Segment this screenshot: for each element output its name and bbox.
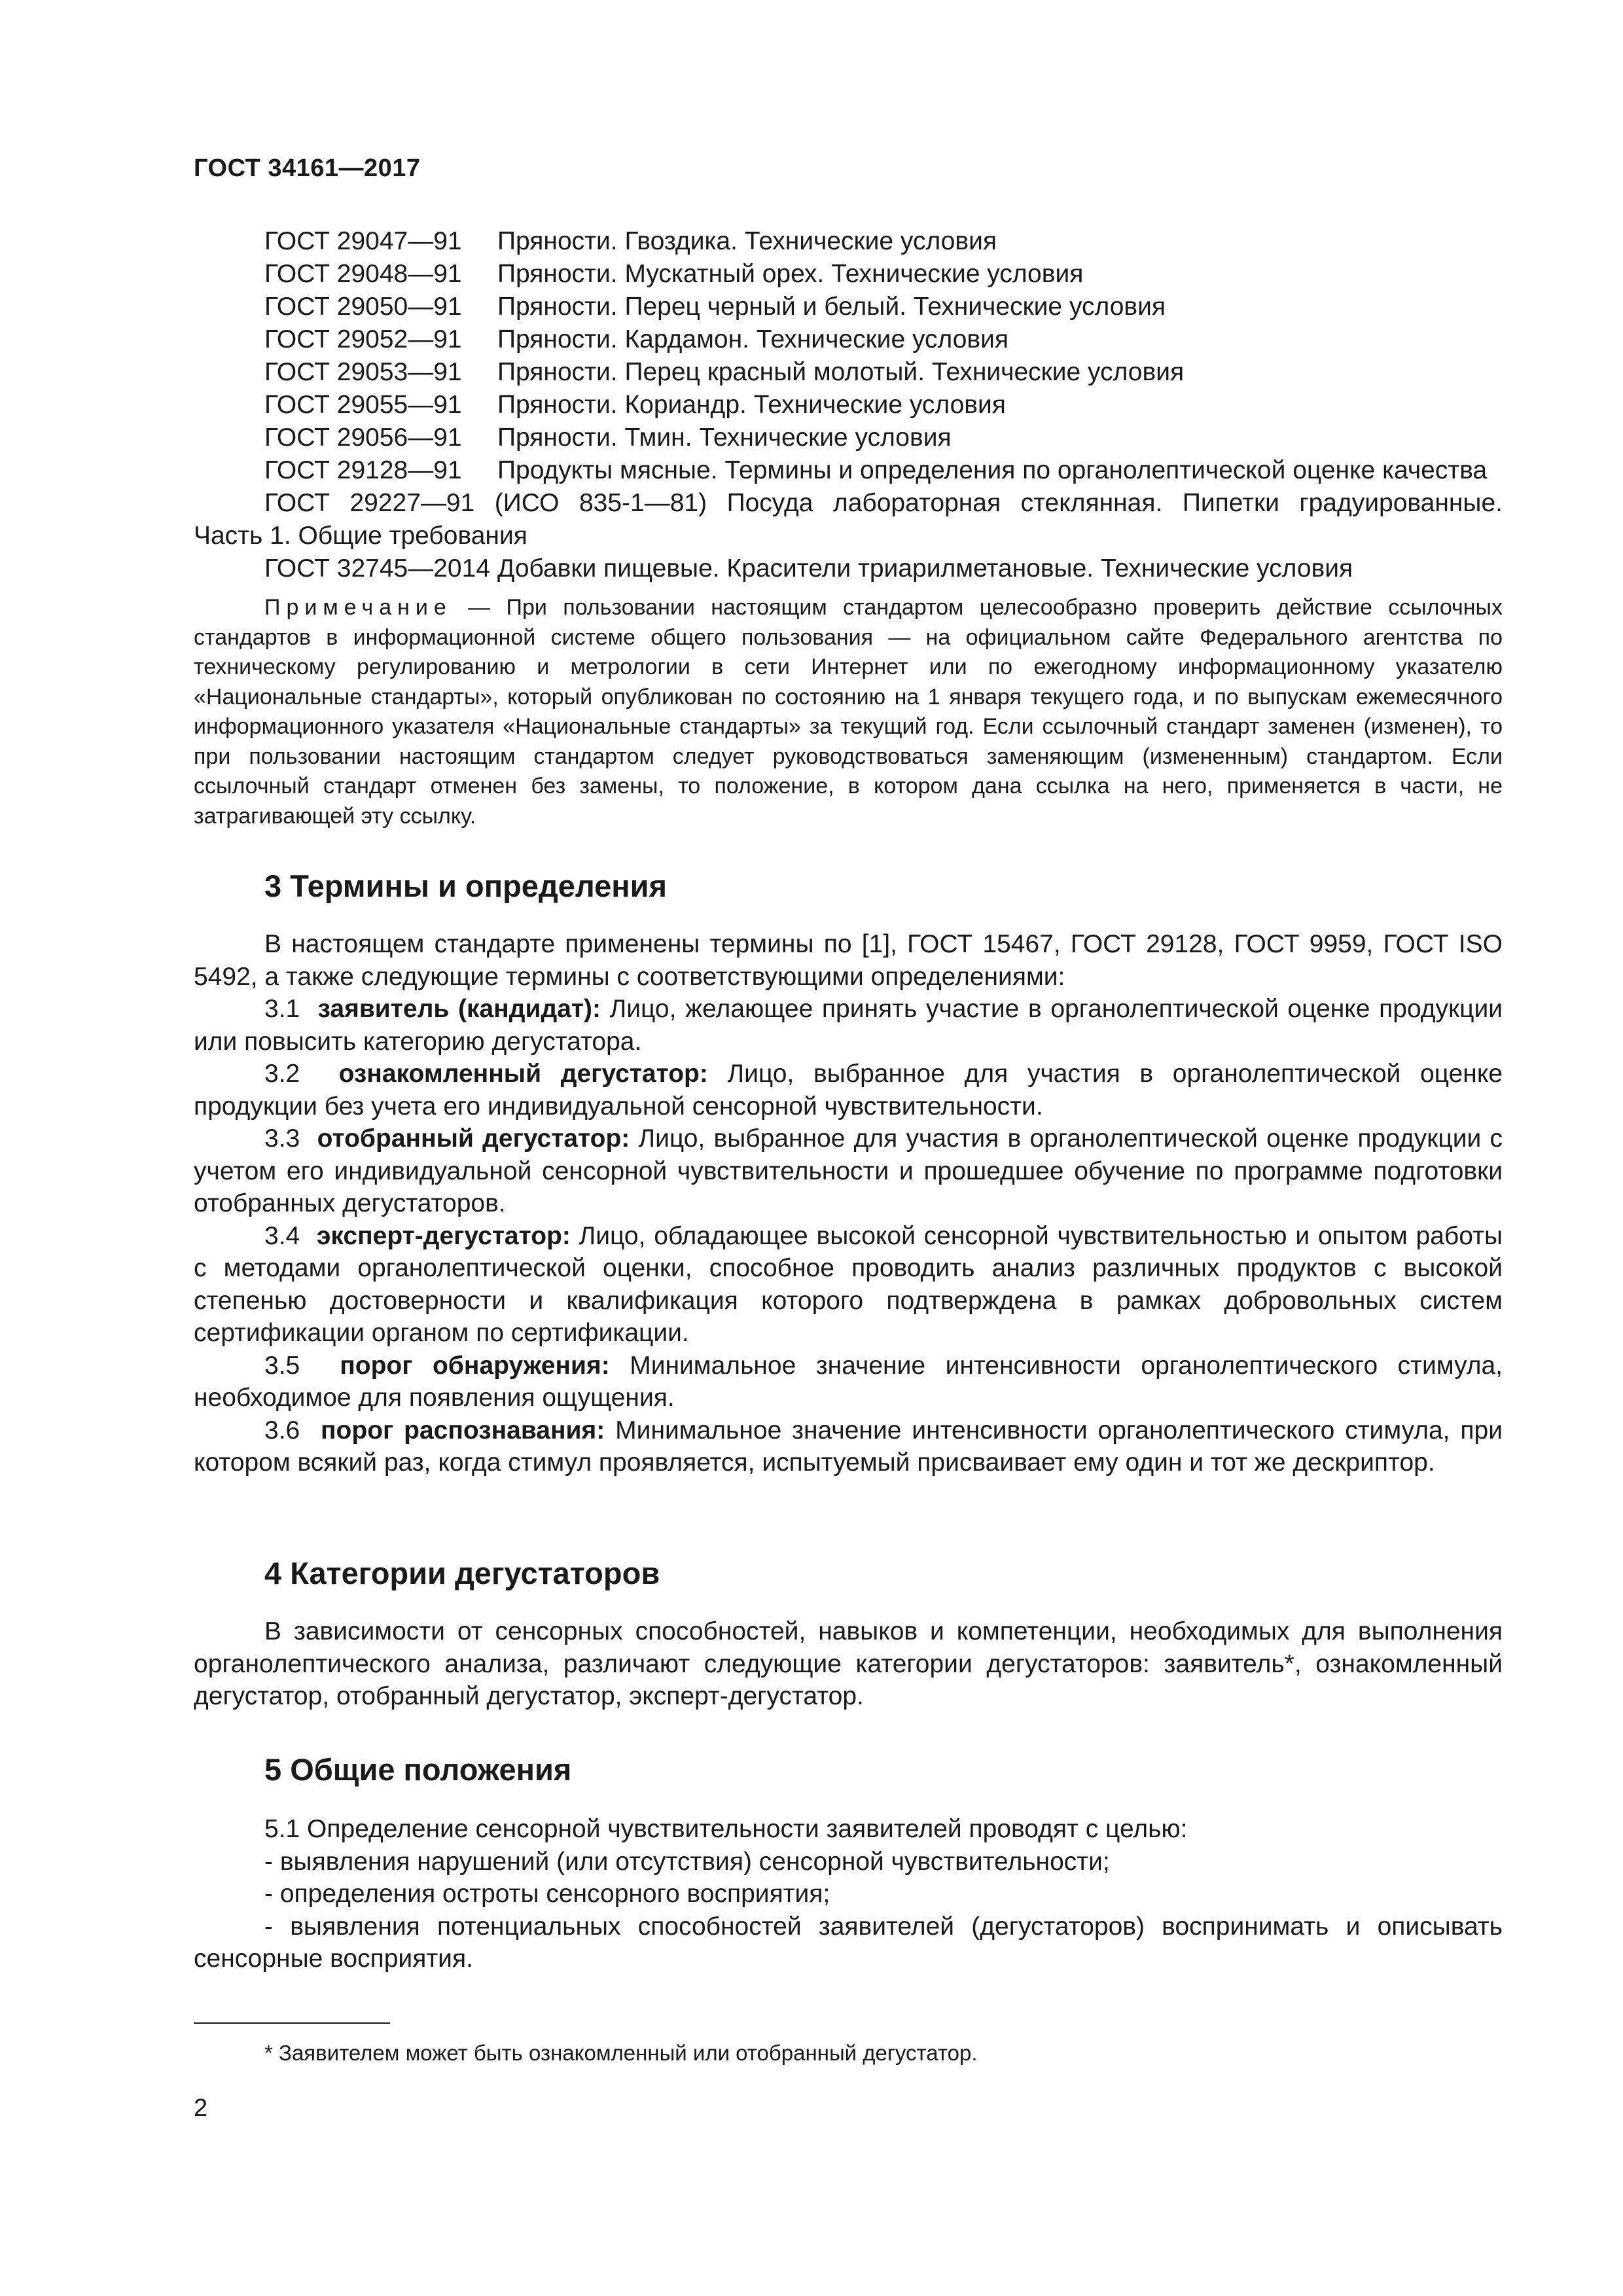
section-3-intro: В настоящем стандарте применены термины по [1], ГОСТ 15467, ГОСТ 29128, ГОСТ 9959, ГОСТ ISO 5492, а также следующие термины с соответствующими определениями: xyxy=(194,930,1503,991)
reference-title: Пряности. Перец черный и белый. Технические условия xyxy=(497,293,1166,321)
list-item: - выявления потенциальных способностей заявителей (дегустаторов) воспринимать и описывать сенсорные восприятия. xyxy=(194,1912,1503,1973)
note-lead: Примечание xyxy=(264,595,452,620)
reference-title: Пряности. Кардамон. Технические условия xyxy=(497,325,1009,353)
reference-item xyxy=(194,258,1503,291)
reference-title: Пряности. Гвоздика. Технические условия xyxy=(497,227,997,255)
reference-code: ГОСТ 29055—91 xyxy=(264,391,462,419)
term-definition: Лицо, выбранное для участия в органолептической оценке продукции без учета его индивидуальной сенсорной чувствительности. xyxy=(194,1060,1503,1121)
section-5-title: 5 Общие положения xyxy=(264,1752,572,1787)
list-item: - выявления нарушений (или отсутствия) сенсорной чувствительности; xyxy=(264,1847,1110,1876)
reference-code: ГОСТ 29050—91 xyxy=(264,293,462,321)
term-definition: Лицо, обладающее высокой сенсорной чувствительностью и опытом работы с методами органолептической оценки, способное проводить анализ различных продуктов с высокой степенью достоверности и квалификация которого подтверждена в рамках добровольных систем сертификации органом по сертификации. xyxy=(194,1221,1503,1347)
reference-item xyxy=(194,225,1503,258)
reference-item-wrapped-line2: Часть 1. Общие требования xyxy=(194,522,527,550)
term-name: порог обнаружения: xyxy=(340,1351,610,1380)
note-text: — При пользовании настоящим стандартом целесообразно проверить действие ссылочных стандартов в информационной системе общего пользования — на официальном сайте Федерального агентства по техническому регулированию и метрологии в сети Интернет или по ежегодному информационному указателю «Национальные стандарты», который опубликован по состоянию на 1 января текущего года, и по выпускам ежемесячного информационного указателя «Национальные стандарты» за текущий год. Если ссылочный стандарт заменен (изменен), то при пользовании настоящим стандартом следует руководствоваться заменяющим (измененным) стандартом. Если ссылочный стандарт отменен без замены, то положение, в котором дана ссылка на него, применяется в части, не затрагивающей эту ссылку. xyxy=(194,595,1503,829)
term-item: 3.2 ознакомленный дегустатор: Лицо, выбранное для участия в органолептической оценке продукции без учета его индивидуальной сенсорной чувствительности. xyxy=(194,1060,1503,1121)
term-name: ознакомленный дегустатор: xyxy=(338,1060,708,1088)
reference-code: ГОСТ 32745—2014 xyxy=(264,554,491,583)
reference-title: Пряности. Тмин. Технические условия xyxy=(497,423,952,452)
term-name: отобранный дегустатор: xyxy=(317,1124,630,1153)
reference-title: Продукты мясные. Термины и определения по органолептической оценке качества xyxy=(497,456,1488,484)
term-definition: Минимальное значение интенсивности органолептического стимула, необходимое для появления ощущения. xyxy=(194,1351,1503,1412)
reference-title: Пряности. Кориандр. Технические условия xyxy=(497,391,1006,419)
reference-item xyxy=(194,552,1503,585)
section-3-title: 3 Термины и определения xyxy=(264,869,667,903)
section-5-body xyxy=(194,1813,1503,1975)
term-definition: Лицо, выбранное для участия в органолептической оценке продукции с учетом его индивидуальной сенсорной чувствительности и прошедшее обучение по программе подготовки отобранных дегустаторов. xyxy=(194,1124,1503,1217)
term-definition: Лицо, желающее принять участие в органолептической оценке продукции или повысить категорию дегустатора. xyxy=(194,995,1503,1056)
reference-code: ГОСТ 29048—91 xyxy=(264,260,462,288)
reference-item xyxy=(194,356,1503,389)
reference-list xyxy=(194,225,1503,585)
reference-item xyxy=(194,422,1503,454)
section-4-body xyxy=(194,1615,1503,1713)
term-item: 3.1 заявитель (кандидат): Лицо, желающее принять участие в органолептической оценке продукции или повысить категорию дегустатора. xyxy=(194,995,1503,1056)
reference-item xyxy=(194,389,1503,422)
footnote: * Заявителем может быть ознакомленный или отобранный дегустатор. xyxy=(264,2041,978,2065)
reference-code: ГОСТ 29047—91 xyxy=(264,227,462,255)
reference-code: ГОСТ 29056—91 xyxy=(264,423,462,452)
reference-title: Пряности. Перец красный молотый. Технические условия xyxy=(497,358,1185,386)
term-name: заявитель (кандидат): xyxy=(317,995,601,1023)
reference-title: Пряности. Мускатный орех. Технические условия xyxy=(497,260,1084,288)
term-item: 3.4 эксперт-дегустатор: Лицо, обладающее высокой сенсорной чувствительностью и опытом работы с методами органолептической оценки, способное проводить анализ различных продуктов с высокой степенью достоверности и квалификация которого подтверждена в рамках добровольных систем сертификации органом по сертификации. xyxy=(194,1221,1503,1347)
term-definition: Минимальное значение интенсивности органолептического стимула, при котором всякий раз, когда стимул проявляется, испытуемый присваивает ему один и тот же дескриптор. xyxy=(194,1416,1503,1477)
reference-title: Добавки пищевые. Красители триарилметановые. Технические условия xyxy=(497,554,1353,583)
term-name: эксперт-дегустатор: xyxy=(316,1221,571,1250)
note-block xyxy=(194,593,1503,831)
term-item: 3.6 порог распознавания: Минимальное значение интенсивности органолептического стимула, при котором всякий раз, когда стимул проявляется, испытуемый присваивает ему один и тот же дескриптор. xyxy=(194,1416,1503,1477)
reference-item-wrapped-line1: ГОСТ 29227—91 (ИСО 835-1—81) Посуда лабораторная стеклянная. Пипетки градуированные. xyxy=(264,489,1503,517)
reference-item xyxy=(194,454,1503,487)
term-name: порог распознавания: xyxy=(321,1416,605,1444)
reference-item xyxy=(194,291,1503,323)
term-item: 3.3 отобранный дегустатор: Лицо, выбранное для участия в органолептической оценке продукции с учетом его индивидуальной сенсорной чувствительности и прошедшее обучение по программе подготовки отобранных дегустаторов. xyxy=(194,1124,1503,1217)
list-item: - определения остроты сенсорного восприятия; xyxy=(264,1880,830,1908)
section-4-text: В зависимости от сенсорных способностей, навыков и компетенции, необходимых для выполнения органолептического анализа, различают следующие категории дегустаторов: заявитель*, ознакомленный дегустатор, отобранный дегустатор, эксперт-дегустатор. xyxy=(194,1617,1503,1710)
reference-code: ГОСТ 29128—91 xyxy=(264,456,462,484)
document-header: ГОСТ 34161—2017 xyxy=(194,154,421,182)
section-4-title: 4 Категории дегустаторов xyxy=(264,1556,660,1590)
reference-item xyxy=(194,323,1503,356)
section-3-body xyxy=(194,928,1503,1479)
reference-code: ГОСТ 29052—91 xyxy=(264,325,462,353)
footnote-divider xyxy=(194,2022,390,2024)
section-5-intro: 5.1 Определение сенсорной чувствительности заявителей проводят с целью: xyxy=(264,1815,1188,1843)
term-item: 3.5 порог обнаружения: Минимальное значение интенсивности органолептического стимула, необходимое для появления ощущения. xyxy=(194,1351,1503,1412)
page-number: 2 xyxy=(194,2094,208,2122)
document-page xyxy=(194,0,1503,2296)
reference-code: ГОСТ 29053—91 xyxy=(264,358,462,386)
